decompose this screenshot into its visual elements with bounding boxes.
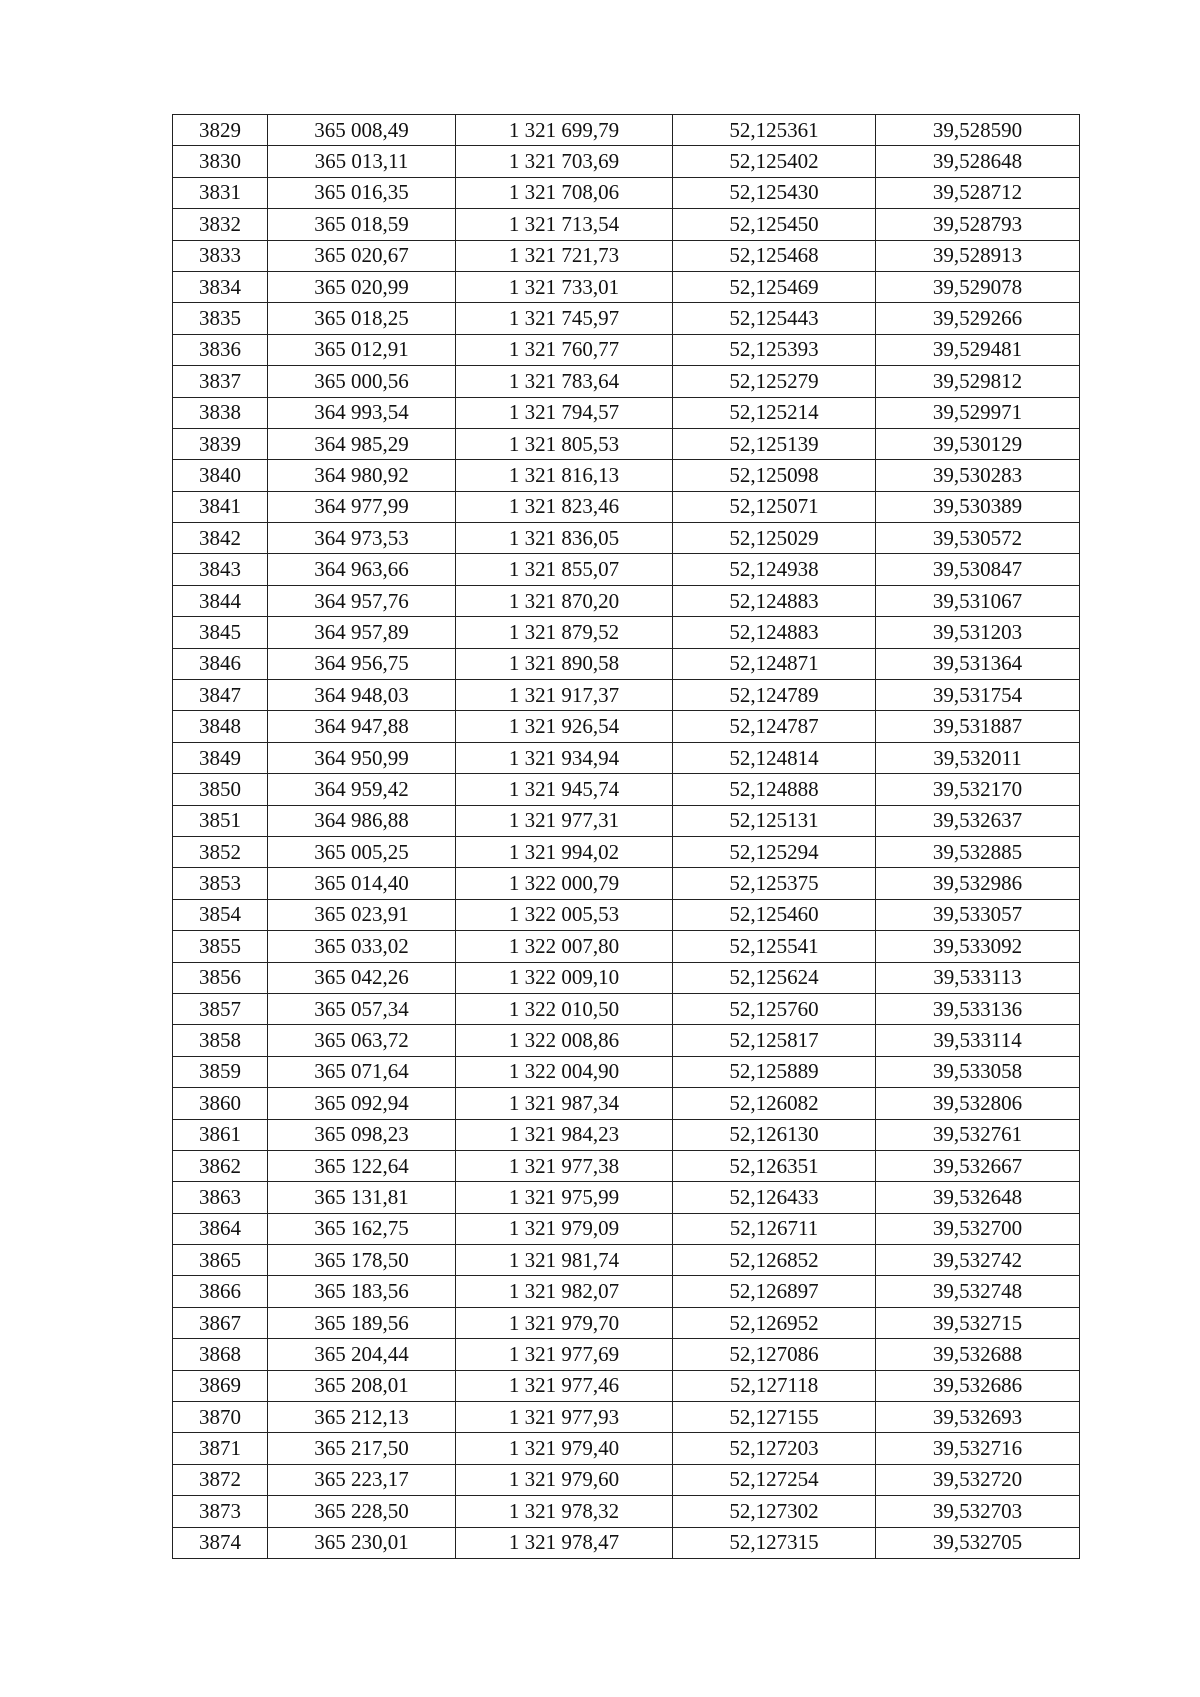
y-coordinate-cell: 1 321 934,94 <box>456 742 673 773</box>
point-number-cell: 3832 <box>173 209 268 240</box>
longitude-cell: 39,532742 <box>876 1245 1080 1276</box>
latitude-cell: 52,125624 <box>673 962 876 993</box>
x-coordinate-cell: 365 071,64 <box>268 1056 456 1087</box>
x-coordinate-cell: 364 947,88 <box>268 711 456 742</box>
latitude-cell: 52,127315 <box>673 1527 876 1558</box>
table-row <box>173 711 1080 742</box>
point-number-cell: 3835 <box>173 303 268 334</box>
x-coordinate-cell: 365 223,17 <box>268 1464 456 1495</box>
longitude-cell: 39,532986 <box>876 868 1080 899</box>
point-number-cell: 3853 <box>173 868 268 899</box>
point-number-cell: 3861 <box>173 1119 268 1150</box>
y-coordinate-cell: 1 321 879,52 <box>456 617 673 648</box>
x-coordinate-cell: 364 956,75 <box>268 648 456 679</box>
x-coordinate-cell: 364 980,92 <box>268 460 456 491</box>
longitude-cell: 39,532885 <box>876 836 1080 867</box>
latitude-cell: 52,126952 <box>673 1307 876 1338</box>
latitude-cell: 52,124871 <box>673 648 876 679</box>
point-number-cell: 3851 <box>173 805 268 836</box>
x-coordinate-cell: 365 183,56 <box>268 1276 456 1307</box>
y-coordinate-cell: 1 321 890,58 <box>456 648 673 679</box>
longitude-cell: 39,528712 <box>876 177 1080 208</box>
x-coordinate-cell: 364 950,99 <box>268 742 456 773</box>
point-number-cell: 3829 <box>173 115 268 146</box>
x-coordinate-cell: 365 018,25 <box>268 303 456 334</box>
table-row <box>173 1213 1080 1244</box>
table-row <box>173 303 1080 334</box>
table-row <box>173 805 1080 836</box>
latitude-cell: 52,125131 <box>673 805 876 836</box>
longitude-cell: 39,532806 <box>876 1088 1080 1119</box>
y-coordinate-cell: 1 321 994,02 <box>456 836 673 867</box>
longitude-cell: 39,532648 <box>876 1182 1080 1213</box>
x-coordinate-cell: 365 008,49 <box>268 115 456 146</box>
x-coordinate-cell: 365 208,01 <box>268 1370 456 1401</box>
table-row <box>173 585 1080 616</box>
longitude-cell: 39,532705 <box>876 1527 1080 1558</box>
longitude-cell: 39,528590 <box>876 115 1080 146</box>
x-coordinate-cell: 365 092,94 <box>268 1088 456 1119</box>
x-coordinate-cell: 364 993,54 <box>268 397 456 428</box>
table-row <box>173 680 1080 711</box>
table-row <box>173 962 1080 993</box>
point-number-cell: 3850 <box>173 774 268 805</box>
longitude-cell: 39,532686 <box>876 1370 1080 1401</box>
x-coordinate-cell: 364 957,89 <box>268 617 456 648</box>
latitude-cell: 52,127302 <box>673 1496 876 1527</box>
x-coordinate-cell: 364 948,03 <box>268 680 456 711</box>
y-coordinate-cell: 1 321 721,73 <box>456 240 673 271</box>
y-coordinate-cell: 1 321 945,74 <box>456 774 673 805</box>
longitude-cell: 39,532715 <box>876 1307 1080 1338</box>
longitude-cell: 39,533136 <box>876 993 1080 1024</box>
table-row <box>173 742 1080 773</box>
y-coordinate-cell: 1 321 982,07 <box>456 1276 673 1307</box>
y-coordinate-cell: 1 321 708,06 <box>456 177 673 208</box>
point-number-cell: 3849 <box>173 742 268 773</box>
longitude-cell: 39,531887 <box>876 711 1080 742</box>
table-row <box>173 209 1080 240</box>
table-row <box>173 1025 1080 1056</box>
y-coordinate-cell: 1 321 979,09 <box>456 1213 673 1244</box>
latitude-cell: 52,125071 <box>673 491 876 522</box>
table-row <box>173 1433 1080 1464</box>
point-number-cell: 3834 <box>173 271 268 302</box>
longitude-cell: 39,529078 <box>876 271 1080 302</box>
point-number-cell: 3860 <box>173 1088 268 1119</box>
table-row <box>173 1307 1080 1338</box>
longitude-cell: 39,532667 <box>876 1150 1080 1181</box>
latitude-cell: 52,126433 <box>673 1182 876 1213</box>
longitude-cell: 39,532748 <box>876 1276 1080 1307</box>
longitude-cell: 39,528793 <box>876 209 1080 240</box>
point-number-cell: 3863 <box>173 1182 268 1213</box>
point-number-cell: 3852 <box>173 836 268 867</box>
longitude-cell: 39,531754 <box>876 680 1080 711</box>
longitude-cell: 39,532703 <box>876 1496 1080 1527</box>
latitude-cell: 52,127086 <box>673 1339 876 1370</box>
point-number-cell: 3839 <box>173 428 268 459</box>
point-number-cell: 3865 <box>173 1245 268 1276</box>
x-coordinate-cell: 364 959,42 <box>268 774 456 805</box>
x-coordinate-cell: 365 012,91 <box>268 334 456 365</box>
y-coordinate-cell: 1 321 979,40 <box>456 1433 673 1464</box>
point-number-cell: 3831 <box>173 177 268 208</box>
longitude-cell: 39,532761 <box>876 1119 1080 1150</box>
y-coordinate-cell: 1 321 978,47 <box>456 1527 673 1558</box>
y-coordinate-cell: 1 321 713,54 <box>456 209 673 240</box>
point-number-cell: 3855 <box>173 931 268 962</box>
latitude-cell: 52,126082 <box>673 1088 876 1119</box>
longitude-cell: 39,529971 <box>876 397 1080 428</box>
table-row <box>173 774 1080 805</box>
table-row <box>173 1182 1080 1213</box>
point-number-cell: 3848 <box>173 711 268 742</box>
longitude-cell: 39,528648 <box>876 146 1080 177</box>
point-number-cell: 3869 <box>173 1370 268 1401</box>
table-body <box>173 115 1080 1559</box>
latitude-cell: 52,125430 <box>673 177 876 208</box>
table-row <box>173 1119 1080 1150</box>
latitude-cell: 52,124787 <box>673 711 876 742</box>
longitude-cell: 39,532688 <box>876 1339 1080 1370</box>
table-row <box>173 1464 1080 1495</box>
table-row <box>173 1276 1080 1307</box>
y-coordinate-cell: 1 321 979,60 <box>456 1464 673 1495</box>
y-coordinate-cell: 1 321 794,57 <box>456 397 673 428</box>
table-row <box>173 491 1080 522</box>
point-number-cell: 3830 <box>173 146 268 177</box>
point-number-cell: 3837 <box>173 366 268 397</box>
longitude-cell: 39,532716 <box>876 1433 1080 1464</box>
latitude-cell: 52,124888 <box>673 774 876 805</box>
table-row <box>173 115 1080 146</box>
point-number-cell: 3847 <box>173 680 268 711</box>
longitude-cell: 39,532700 <box>876 1213 1080 1244</box>
longitude-cell: 39,530129 <box>876 428 1080 459</box>
point-number-cell: 3872 <box>173 1464 268 1495</box>
y-coordinate-cell: 1 321 981,74 <box>456 1245 673 1276</box>
y-coordinate-cell: 1 321 805,53 <box>456 428 673 459</box>
point-number-cell: 3843 <box>173 554 268 585</box>
table-row <box>173 1088 1080 1119</box>
latitude-cell: 52,125139 <box>673 428 876 459</box>
point-number-cell: 3864 <box>173 1213 268 1244</box>
latitude-cell: 52,125402 <box>673 146 876 177</box>
y-coordinate-cell: 1 321 917,37 <box>456 680 673 711</box>
x-coordinate-cell: 365 204,44 <box>268 1339 456 1370</box>
x-coordinate-cell: 365 016,35 <box>268 177 456 208</box>
x-coordinate-cell: 365 013,11 <box>268 146 456 177</box>
latitude-cell: 52,124789 <box>673 680 876 711</box>
latitude-cell: 52,125760 <box>673 993 876 1024</box>
table-row <box>173 428 1080 459</box>
point-number-cell: 3836 <box>173 334 268 365</box>
y-coordinate-cell: 1 322 005,53 <box>456 899 673 930</box>
x-coordinate-cell: 365 189,56 <box>268 1307 456 1338</box>
latitude-cell: 52,126852 <box>673 1245 876 1276</box>
y-coordinate-cell: 1 321 760,77 <box>456 334 673 365</box>
longitude-cell: 39,531067 <box>876 585 1080 616</box>
latitude-cell: 52,125375 <box>673 868 876 899</box>
longitude-cell: 39,533113 <box>876 962 1080 993</box>
point-number-cell: 3873 <box>173 1496 268 1527</box>
latitude-cell: 52,124883 <box>673 617 876 648</box>
table-row <box>173 617 1080 648</box>
point-number-cell: 3857 <box>173 993 268 1024</box>
x-coordinate-cell: 365 020,99 <box>268 271 456 302</box>
table-row <box>173 836 1080 867</box>
x-coordinate-cell: 365 230,01 <box>268 1527 456 1558</box>
latitude-cell: 52,125460 <box>673 899 876 930</box>
y-coordinate-cell: 1 321 979,70 <box>456 1307 673 1338</box>
latitude-cell: 52,125294 <box>673 836 876 867</box>
x-coordinate-cell: 364 977,99 <box>268 491 456 522</box>
longitude-cell: 39,529812 <box>876 366 1080 397</box>
x-coordinate-cell: 364 957,76 <box>268 585 456 616</box>
latitude-cell: 52,126351 <box>673 1150 876 1181</box>
latitude-cell: 52,127118 <box>673 1370 876 1401</box>
point-number-cell: 3844 <box>173 585 268 616</box>
point-number-cell: 3867 <box>173 1307 268 1338</box>
longitude-cell: 39,529266 <box>876 303 1080 334</box>
latitude-cell: 52,125469 <box>673 271 876 302</box>
x-coordinate-cell: 365 033,02 <box>268 931 456 962</box>
latitude-cell: 52,125279 <box>673 366 876 397</box>
table-row <box>173 1339 1080 1370</box>
latitude-cell: 52,126130 <box>673 1119 876 1150</box>
y-coordinate-cell: 1 321 977,46 <box>456 1370 673 1401</box>
y-coordinate-cell: 1 322 009,10 <box>456 962 673 993</box>
latitude-cell: 52,125098 <box>673 460 876 491</box>
x-coordinate-cell: 364 973,53 <box>268 523 456 554</box>
x-coordinate-cell: 365 217,50 <box>268 1433 456 1464</box>
table-row <box>173 334 1080 365</box>
y-coordinate-cell: 1 322 008,86 <box>456 1025 673 1056</box>
longitude-cell: 39,532011 <box>876 742 1080 773</box>
latitude-cell: 52,126711 <box>673 1213 876 1244</box>
longitude-cell: 39,531203 <box>876 617 1080 648</box>
y-coordinate-cell: 1 321 836,05 <box>456 523 673 554</box>
y-coordinate-cell: 1 321 870,20 <box>456 585 673 616</box>
latitude-cell: 52,125361 <box>673 115 876 146</box>
latitude-cell: 52,126897 <box>673 1276 876 1307</box>
table-row <box>173 271 1080 302</box>
longitude-cell: 39,533114 <box>876 1025 1080 1056</box>
table-row <box>173 899 1080 930</box>
table-row <box>173 1496 1080 1527</box>
longitude-cell: 39,529481 <box>876 334 1080 365</box>
x-coordinate-cell: 365 020,67 <box>268 240 456 271</box>
coordinates-table <box>172 114 1080 1559</box>
y-coordinate-cell: 1 321 977,38 <box>456 1150 673 1181</box>
y-coordinate-cell: 1 321 745,97 <box>456 303 673 334</box>
table-row <box>173 1056 1080 1087</box>
point-number-cell: 3833 <box>173 240 268 271</box>
point-number-cell: 3854 <box>173 899 268 930</box>
latitude-cell: 52,125450 <box>673 209 876 240</box>
latitude-cell: 52,124883 <box>673 585 876 616</box>
table-row <box>173 554 1080 585</box>
y-coordinate-cell: 1 321 699,79 <box>456 115 673 146</box>
table-row <box>173 648 1080 679</box>
x-coordinate-cell: 365 014,40 <box>268 868 456 899</box>
latitude-cell: 52,125468 <box>673 240 876 271</box>
latitude-cell: 52,125889 <box>673 1056 876 1087</box>
table-row <box>173 397 1080 428</box>
y-coordinate-cell: 1 321 816,13 <box>456 460 673 491</box>
point-number-cell: 3874 <box>173 1527 268 1558</box>
longitude-cell: 39,533092 <box>876 931 1080 962</box>
latitude-cell: 52,124814 <box>673 742 876 773</box>
table-row <box>173 1245 1080 1276</box>
x-coordinate-cell: 365 178,50 <box>268 1245 456 1276</box>
x-coordinate-cell: 365 098,23 <box>268 1119 456 1150</box>
longitude-cell: 39,530572 <box>876 523 1080 554</box>
point-number-cell: 3870 <box>173 1402 268 1433</box>
point-number-cell: 3840 <box>173 460 268 491</box>
table-row <box>173 993 1080 1024</box>
x-coordinate-cell: 365 057,34 <box>268 993 456 1024</box>
y-coordinate-cell: 1 322 007,80 <box>456 931 673 962</box>
table-row <box>173 460 1080 491</box>
latitude-cell: 52,127254 <box>673 1464 876 1495</box>
table-row <box>173 177 1080 208</box>
point-number-cell: 3858 <box>173 1025 268 1056</box>
latitude-cell: 52,125214 <box>673 397 876 428</box>
table-row <box>173 366 1080 397</box>
table-row <box>173 146 1080 177</box>
table-row <box>173 1402 1080 1433</box>
x-coordinate-cell: 364 963,66 <box>268 554 456 585</box>
x-coordinate-cell: 365 023,91 <box>268 899 456 930</box>
latitude-cell: 52,125029 <box>673 523 876 554</box>
table-row <box>173 1370 1080 1401</box>
y-coordinate-cell: 1 321 977,31 <box>456 805 673 836</box>
latitude-cell: 52,127155 <box>673 1402 876 1433</box>
longitude-cell: 39,532693 <box>876 1402 1080 1433</box>
point-number-cell: 3862 <box>173 1150 268 1181</box>
point-number-cell: 3842 <box>173 523 268 554</box>
y-coordinate-cell: 1 321 978,32 <box>456 1496 673 1527</box>
longitude-cell: 39,533057 <box>876 899 1080 930</box>
point-number-cell: 3841 <box>173 491 268 522</box>
table-row <box>173 1527 1080 1558</box>
y-coordinate-cell: 1 322 004,90 <box>456 1056 673 1087</box>
y-coordinate-cell: 1 321 703,69 <box>456 146 673 177</box>
latitude-cell: 52,127203 <box>673 1433 876 1464</box>
y-coordinate-cell: 1 321 733,01 <box>456 271 673 302</box>
table-row <box>173 240 1080 271</box>
y-coordinate-cell: 1 321 977,93 <box>456 1402 673 1433</box>
point-number-cell: 3845 <box>173 617 268 648</box>
point-number-cell: 3868 <box>173 1339 268 1370</box>
point-number-cell: 3856 <box>173 962 268 993</box>
latitude-cell: 52,124938 <box>673 554 876 585</box>
longitude-cell: 39,532637 <box>876 805 1080 836</box>
table-row <box>173 523 1080 554</box>
x-coordinate-cell: 365 042,26 <box>268 962 456 993</box>
y-coordinate-cell: 1 321 823,46 <box>456 491 673 522</box>
y-coordinate-cell: 1 321 855,07 <box>456 554 673 585</box>
x-coordinate-cell: 365 228,50 <box>268 1496 456 1527</box>
x-coordinate-cell: 365 162,75 <box>268 1213 456 1244</box>
y-coordinate-cell: 1 321 977,69 <box>456 1339 673 1370</box>
table-row <box>173 868 1080 899</box>
point-number-cell: 3859 <box>173 1056 268 1087</box>
point-number-cell: 3838 <box>173 397 268 428</box>
y-coordinate-cell: 1 321 783,64 <box>456 366 673 397</box>
point-number-cell: 3871 <box>173 1433 268 1464</box>
longitude-cell: 39,532720 <box>876 1464 1080 1495</box>
table-row <box>173 931 1080 962</box>
table-row <box>173 1150 1080 1181</box>
x-coordinate-cell: 365 005,25 <box>268 836 456 867</box>
y-coordinate-cell: 1 321 975,99 <box>456 1182 673 1213</box>
x-coordinate-cell: 365 131,81 <box>268 1182 456 1213</box>
point-number-cell: 3866 <box>173 1276 268 1307</box>
x-coordinate-cell: 365 212,13 <box>268 1402 456 1433</box>
y-coordinate-cell: 1 321 926,54 <box>456 711 673 742</box>
latitude-cell: 52,125817 <box>673 1025 876 1056</box>
y-coordinate-cell: 1 322 000,79 <box>456 868 673 899</box>
latitude-cell: 52,125393 <box>673 334 876 365</box>
y-coordinate-cell: 1 322 010,50 <box>456 993 673 1024</box>
point-number-cell: 3846 <box>173 648 268 679</box>
longitude-cell: 39,532170 <box>876 774 1080 805</box>
latitude-cell: 52,125443 <box>673 303 876 334</box>
x-coordinate-cell: 365 000,56 <box>268 366 456 397</box>
longitude-cell: 39,530283 <box>876 460 1080 491</box>
latitude-cell: 52,125541 <box>673 931 876 962</box>
y-coordinate-cell: 1 321 984,23 <box>456 1119 673 1150</box>
longitude-cell: 39,531364 <box>876 648 1080 679</box>
x-coordinate-cell: 365 018,59 <box>268 209 456 240</box>
longitude-cell: 39,533058 <box>876 1056 1080 1087</box>
longitude-cell: 39,530389 <box>876 491 1080 522</box>
longitude-cell: 39,530847 <box>876 554 1080 585</box>
x-coordinate-cell: 364 986,88 <box>268 805 456 836</box>
y-coordinate-cell: 1 321 987,34 <box>456 1088 673 1119</box>
x-coordinate-cell: 364 985,29 <box>268 428 456 459</box>
longitude-cell: 39,528913 <box>876 240 1080 271</box>
x-coordinate-cell: 365 122,64 <box>268 1150 456 1181</box>
x-coordinate-cell: 365 063,72 <box>268 1025 456 1056</box>
